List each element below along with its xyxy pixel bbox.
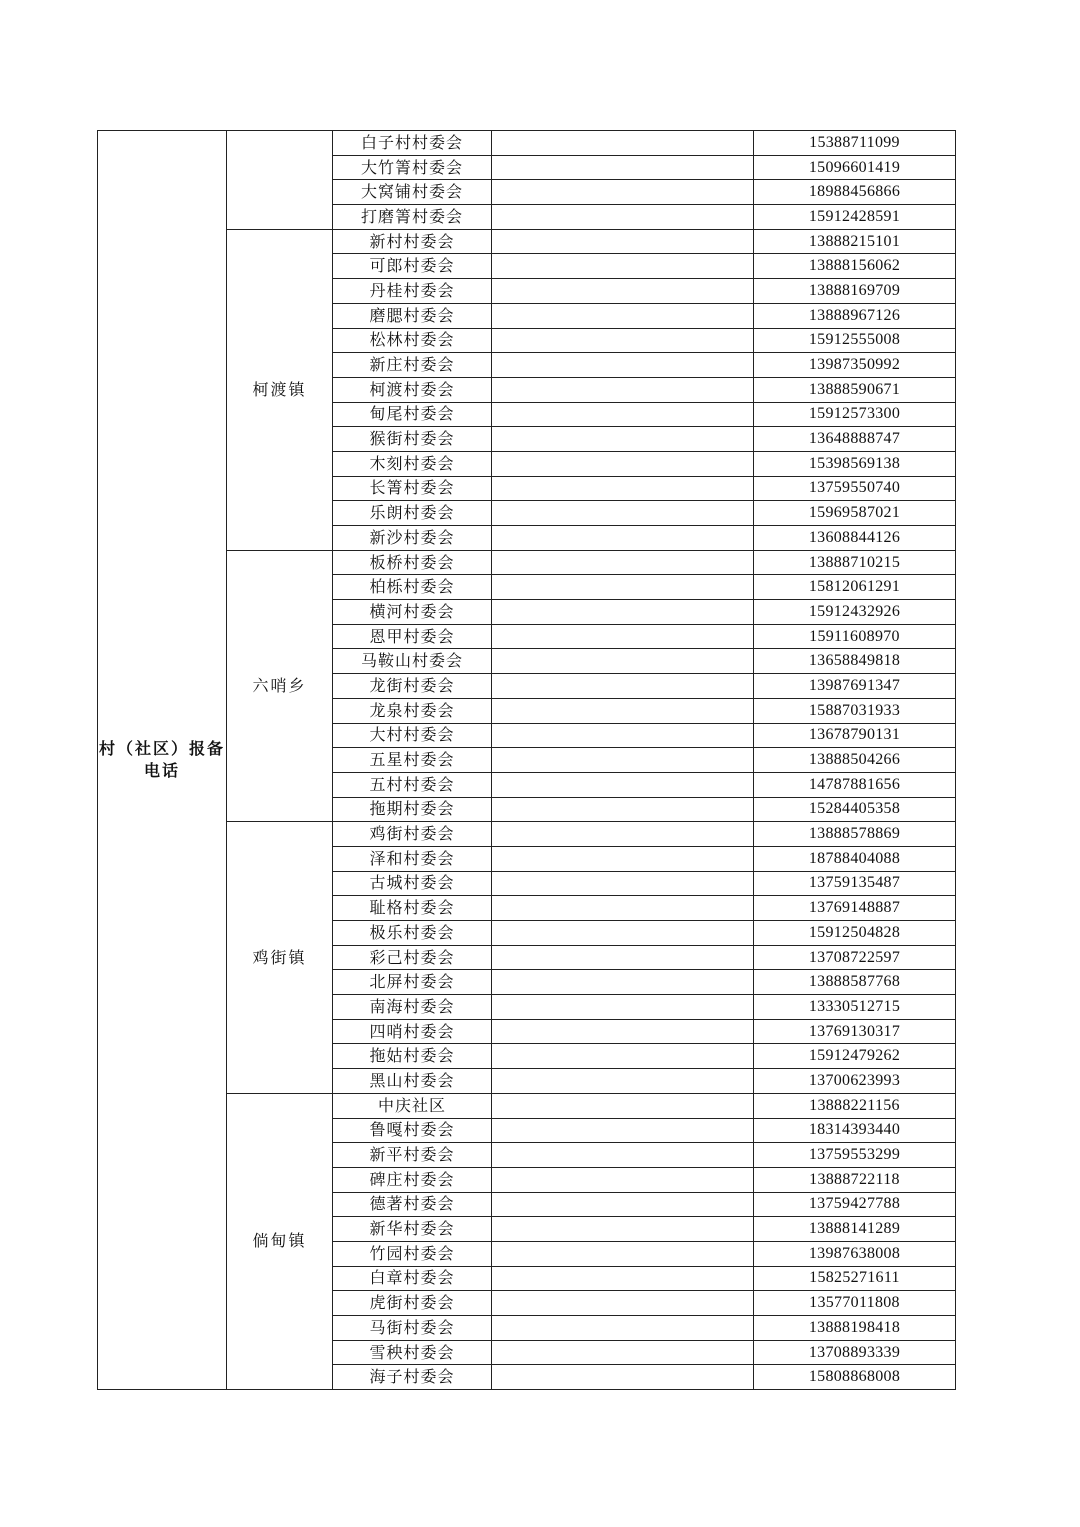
phone-number: 13888578869 [754,822,956,847]
village-name: 雪秧村委会 [333,1340,492,1365]
village-name: 横河村委会 [333,600,492,625]
blank-cell [492,1093,754,1118]
blank-cell [492,328,754,353]
phone-number: 13330512715 [754,995,956,1020]
phone-number: 13759550740 [754,476,956,501]
village-name: 柯渡村委会 [333,377,492,402]
phone-number: 13769130317 [754,1019,956,1044]
blank-cell [492,772,754,797]
phone-number: 13888169709 [754,279,956,304]
phone-number: 13577011808 [754,1291,956,1316]
village-name: 鲁嘎村委会 [333,1118,492,1143]
village-name: 白子村村委会 [333,131,492,156]
village-name: 新沙村委会 [333,526,492,551]
village-name: 马鞍山村委会 [333,649,492,674]
blank-cell [492,229,754,254]
village-name: 新平村委会 [333,1143,492,1168]
category-label: 村（社区）报备电话 [98,131,227,1390]
phone-number: 13888967126 [754,303,956,328]
blank-cell [492,624,754,649]
phone-number: 15912479262 [754,1044,956,1069]
blank-cell [492,1266,754,1291]
village-name: 黑山村委会 [333,1069,492,1094]
village-name: 打磨箐村委会 [333,205,492,230]
village-name: 拖期村委会 [333,797,492,822]
village-name: 丹桂村委会 [333,279,492,304]
phone-number: 13708893339 [754,1340,956,1365]
village-name: 竹园村委会 [333,1241,492,1266]
blank-cell [492,205,754,230]
phone-number: 13888722118 [754,1167,956,1192]
document-page [97,130,956,1390]
blank-cell [492,674,754,699]
blank-cell [492,723,754,748]
town-name: 鸡街镇 [227,822,333,1094]
phone-number: 13888590671 [754,377,956,402]
village-name: 龙街村委会 [333,674,492,699]
blank-cell [492,377,754,402]
phone-number: 13769148887 [754,896,956,921]
table-row [98,229,956,254]
phone-number: 15388711099 [754,131,956,156]
blank-cell [492,155,754,180]
village-name: 极乐村委会 [333,921,492,946]
table-row [98,550,956,575]
blank-cell [492,822,754,847]
phone-number: 15912428591 [754,205,956,230]
phone-number: 13888215101 [754,229,956,254]
phone-number: 15812061291 [754,575,956,600]
phone-number: 13888221156 [754,1093,956,1118]
contact-table [97,130,956,1390]
blank-cell [492,1241,754,1266]
village-name: 海子村委会 [333,1365,492,1390]
phone-number: 13759427788 [754,1192,956,1217]
phone-number: 13888710215 [754,550,956,575]
blank-cell [492,970,754,995]
blank-cell [492,945,754,970]
blank-cell [492,896,754,921]
village-name: 鸡街村委会 [333,822,492,847]
table-row [98,822,956,847]
blank-cell [492,501,754,526]
village-name: 木刻村委会 [333,451,492,476]
phone-number: 13648888747 [754,427,956,452]
phone-number: 13658849818 [754,649,956,674]
village-name: 白章村委会 [333,1266,492,1291]
village-name: 拖姑村委会 [333,1044,492,1069]
phone-number: 13608844126 [754,526,956,551]
village-name: 磨腮村委会 [333,303,492,328]
phone-number: 15912555008 [754,328,956,353]
blank-cell [492,1217,754,1242]
town-name [227,131,333,230]
phone-number: 13888504266 [754,748,956,773]
blank-cell [492,1340,754,1365]
blank-cell [492,550,754,575]
blank-cell [492,1316,754,1341]
blank-cell [492,1167,754,1192]
phone-number: 13700623993 [754,1069,956,1094]
blank-cell [492,797,754,822]
phone-number: 13987350992 [754,353,956,378]
village-name: 马街村委会 [333,1316,492,1341]
blank-cell [492,254,754,279]
village-name: 柏栎村委会 [333,575,492,600]
phone-number: 15912504828 [754,921,956,946]
blank-cell [492,575,754,600]
phone-number: 18314393440 [754,1118,956,1143]
phone-number: 15398569138 [754,451,956,476]
phone-number: 15911608970 [754,624,956,649]
village-name: 可郎村委会 [333,254,492,279]
blank-cell [492,279,754,304]
phone-number: 13888198418 [754,1316,956,1341]
blank-cell [492,600,754,625]
blank-cell [492,1365,754,1390]
village-name: 大村村委会 [333,723,492,748]
blank-cell [492,1192,754,1217]
blank-cell [492,131,754,156]
village-name: 五星村委会 [333,748,492,773]
village-name: 龙泉村委会 [333,698,492,723]
phone-number: 13708722597 [754,945,956,970]
phone-number: 15887031933 [754,698,956,723]
blank-cell [492,1044,754,1069]
village-name: 猴街村委会 [333,427,492,452]
town-name: 柯渡镇 [227,229,333,550]
village-name: 北屏村委会 [333,970,492,995]
village-name: 板桥村委会 [333,550,492,575]
phone-number: 15825271611 [754,1266,956,1291]
village-name: 大窝铺村委会 [333,180,492,205]
village-name: 德著村委会 [333,1192,492,1217]
blank-cell [492,748,754,773]
village-name: 碑庄村委会 [333,1167,492,1192]
village-name: 甸尾村委会 [333,402,492,427]
table-row [98,1093,956,1118]
blank-cell [492,649,754,674]
blank-cell [492,1019,754,1044]
village-name: 恩甲村委会 [333,624,492,649]
blank-cell [492,1143,754,1168]
blank-cell [492,995,754,1020]
village-name: 彩己村委会 [333,945,492,970]
blank-cell [492,303,754,328]
village-name: 耻格村委会 [333,896,492,921]
phone-number: 13759135487 [754,871,956,896]
blank-cell [492,353,754,378]
village-name: 中庆社区 [333,1093,492,1118]
blank-cell [492,1069,754,1094]
village-name: 虎街村委会 [333,1291,492,1316]
blank-cell [492,1118,754,1143]
blank-cell [492,1291,754,1316]
village-name: 五村村委会 [333,772,492,797]
phone-number: 15808868008 [754,1365,956,1390]
village-name: 南海村委会 [333,995,492,1020]
phone-number: 13888587768 [754,970,956,995]
village-name: 泽和村委会 [333,846,492,871]
phone-number: 14787881656 [754,772,956,797]
table-row [98,131,956,156]
phone-number: 15096601419 [754,155,956,180]
village-name: 古城村委会 [333,871,492,896]
village-name: 乐朗村委会 [333,501,492,526]
town-name: 六哨乡 [227,550,333,822]
village-name: 大竹箐村委会 [333,155,492,180]
village-name: 新华村委会 [333,1217,492,1242]
village-name: 新庄村委会 [333,353,492,378]
phone-number: 15912573300 [754,402,956,427]
village-name: 四哨村委会 [333,1019,492,1044]
blank-cell [492,846,754,871]
blank-cell [492,427,754,452]
phone-number: 13678790131 [754,723,956,748]
phone-number: 15912432926 [754,600,956,625]
village-name: 松林村委会 [333,328,492,353]
phone-number: 18988456866 [754,180,956,205]
town-name: 倘甸镇 [227,1093,333,1389]
phone-number: 13759553299 [754,1143,956,1168]
blank-cell [492,180,754,205]
village-name: 长箐村委会 [333,476,492,501]
phone-number: 13987638008 [754,1241,956,1266]
blank-cell [492,526,754,551]
blank-cell [492,921,754,946]
blank-cell [492,402,754,427]
blank-cell [492,698,754,723]
blank-cell [492,871,754,896]
phone-number: 13888156062 [754,254,956,279]
contact-table-body [98,131,956,1390]
blank-cell [492,476,754,501]
phone-number: 15969587021 [754,501,956,526]
village-name: 新村村委会 [333,229,492,254]
phone-number: 18788404088 [754,846,956,871]
phone-number: 13987691347 [754,674,956,699]
phone-number: 13888141289 [754,1217,956,1242]
blank-cell [492,451,754,476]
phone-number: 15284405358 [754,797,956,822]
